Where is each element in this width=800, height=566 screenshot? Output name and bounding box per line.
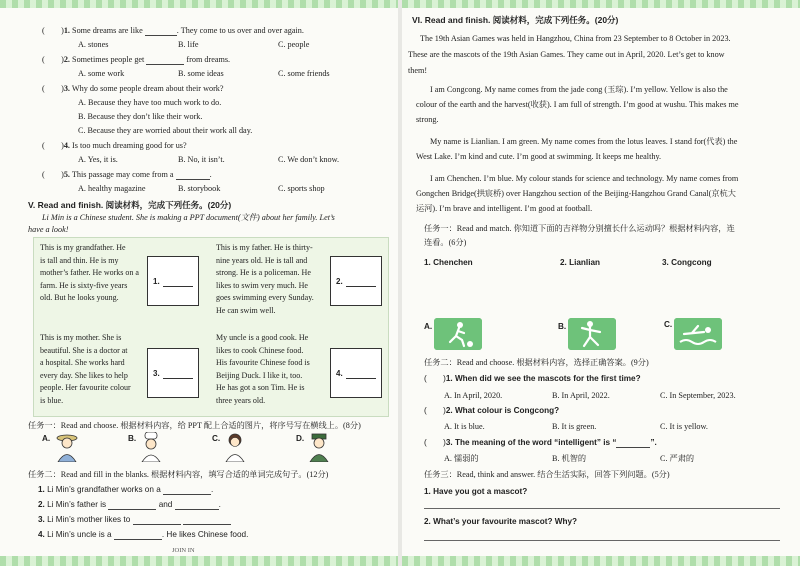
option-a[interactable]: A. In April, 2020. [444, 391, 503, 400]
option-c[interactable]: C. In September, 2023. [660, 391, 736, 400]
option-b[interactable]: B. storybook [178, 184, 221, 193]
swimming-icon[interactable] [674, 318, 722, 350]
question-1: ( )1. Some dreams are like . They come to us over and over again. [42, 26, 304, 35]
open-question-2: 2. What’s your favourite mascot? Why? [424, 517, 578, 526]
question-4: ( )4. Is too much dreaming good for us? [42, 141, 187, 150]
policeman-icon[interactable] [306, 432, 332, 462]
chenchen-paragraph: Gongchen Bridge(拱宸桥) over Hangzhou section of the Beijing-Hangzhou Grand Canal(京杭大 [416, 189, 736, 198]
page-footer: JOIN IN [172, 547, 195, 554]
answer-line-1[interactable] [424, 508, 780, 509]
section-5-intro: Li Min is a Chinese student. She is making a PPT document(文件) about her family. Let’s [42, 213, 335, 222]
answer-blank[interactable] [183, 516, 231, 525]
intro-line: The 19th Asian Games was held in Hangzhou, China from 23 September to 8 October in 2023. [420, 34, 731, 43]
top-border-decoration [402, 0, 800, 8]
open-question-1: 1. Have you got a mascot? [424, 487, 528, 496]
top-border-decoration [0, 0, 398, 8]
task-1-title: 任务一：Read and choose. 根据材料内容，给 PPT 配上合适的图片，将序号写在横线上。(8分) [28, 421, 361, 430]
mc-question-1: ( )1. When did we see the mascots for the first time? [424, 374, 641, 383]
picture-option-b-label: B. [128, 434, 137, 443]
sport-option-b-label: B. [558, 322, 567, 331]
lianlian-paragraph: West Lake. I’m kind and cute. I’m good at swimming. It keeps me healthy. [416, 152, 662, 161]
sport-option-a-label: A. [424, 322, 433, 331]
option-c[interactable]: C. It is yellow. [660, 422, 708, 431]
mascot-chenchen[interactable]: 1. Chenchen [424, 258, 473, 267]
sport-option-c-label: C. [664, 320, 673, 329]
option-c[interactable]: C. sports shop [278, 184, 325, 193]
option-b[interactable]: B. life [178, 40, 199, 49]
mc-question-2: ( )2. What colour is Congcong? [424, 406, 560, 415]
answer-line-2[interactable] [424, 540, 780, 541]
fill-item-4: 4. Li Min’s uncle is a . He likes Chinese food. [38, 530, 249, 539]
option-c[interactable]: C. some friends [278, 69, 330, 78]
intro-line: them! [408, 66, 428, 75]
answer-blank[interactable] [163, 486, 211, 495]
congcong-paragraph: strong. [416, 115, 439, 124]
option-a[interactable]: A. 懦弱的 [444, 454, 479, 463]
paragraph-uncle: My uncle is a good cook. He likes to cook Chinese food. His favourite Chinese food is Beijing Duck. I like it, too. He has got a son Tim. He is three years old. [216, 333, 310, 405]
chenchen-paragraph: I am Chenchen. I’m blue. My colour stands for science and technology. My name comes from [430, 174, 739, 183]
question-5: ( )5. This passage may come from a . [42, 170, 212, 179]
intro-line: These are the mascots of the 19th Asian Games. They came out in April, 2020. Let’s get to know [408, 50, 725, 59]
question-3: ( )3. Why do some people dream about their work? [42, 84, 224, 93]
picture-slot-4[interactable]: 4. [330, 348, 382, 398]
option-a[interactable]: A. some work [78, 69, 125, 78]
chenchen-paragraph: 运河). I’m brave and intelligent. I’m good at football. [416, 204, 593, 213]
wushu-icon[interactable] [568, 318, 616, 350]
football-icon[interactable] [434, 318, 482, 350]
farmer-icon[interactable] [54, 432, 80, 462]
mascot-congcong[interactable]: 3. Congcong [662, 258, 712, 267]
mascot-lianlian[interactable]: 2. Lianlian [560, 258, 601, 267]
task-1-title: 连看。(6分) [424, 238, 467, 247]
paragraph-mother: This is my mother. She is beautiful. She is a doctor at a hospital. She works hard every day. She likes to help people. Her favourite colour is blue. [40, 333, 131, 405]
congcong-paragraph: colour of the earth and the harvest(收获). I am full of strength. I’m good at wushu. This makes me [416, 100, 739, 109]
blank[interactable] [145, 27, 177, 36]
picture-slot-3[interactable]: 3. [147, 348, 199, 398]
lianlian-paragraph: My name is Lianlian. I am green. My name comes from the lotus leaves. I stand for(代表) the [430, 137, 738, 146]
picture-slot-2[interactable]: 2. [330, 256, 382, 306]
task-2-title: 任务二：Read and choose. 根据材料内容，选择正确答案。(9分) [424, 358, 649, 367]
option-a[interactable]: A. healthy magazine [78, 184, 146, 193]
doctor-icon[interactable] [222, 432, 248, 462]
right-page [402, 0, 800, 566]
answer-blank[interactable] [108, 501, 156, 510]
option-a[interactable]: A. Yes, it is. [78, 155, 118, 164]
option-b[interactable]: B. some ideas [178, 69, 224, 78]
section-5-title: V. Read and finish. 阅读材料，完成下列任务。(20分) [28, 200, 232, 210]
bottom-border-decoration [402, 556, 800, 566]
option-c[interactable]: C. We don’t know. [278, 155, 340, 164]
option-c[interactable]: C. Because they are worried about their work all day. [78, 126, 253, 135]
task-1-title: 任务一：Read and match. 你知道下面的吉祥物分别擅长什么运动吗？根据材料内容，连 [424, 224, 735, 233]
option-b[interactable]: B. Because they don’t like their work. [78, 112, 203, 121]
option-b[interactable]: B. It is green. [552, 422, 597, 431]
fill-item-3: 3. Li Min’s mother likes to [38, 515, 231, 525]
option-b[interactable]: B. No, it isn’t. [178, 155, 225, 164]
picture-option-d-label: D. [296, 434, 305, 443]
option-a[interactable]: A. stones [78, 40, 109, 49]
mc-question-3: ( )3. The meaning of the word “intelligent” is “ ”. [424, 438, 657, 447]
blank[interactable] [146, 56, 184, 65]
task-2-title: 任务二：Read and fill in the blanks. 根据材料内容，填写合适的单词完成句子。(12分) [28, 470, 329, 479]
cook-icon[interactable] [138, 432, 164, 462]
option-b[interactable]: B. In April, 2022. [552, 391, 610, 400]
question-2: ( )2. Sometimes people get from dreams. [42, 55, 231, 64]
picture-slot-1[interactable]: 1. [147, 256, 199, 306]
option-b[interactable]: B. 机智的 [552, 454, 587, 463]
option-a[interactable]: A. Because they have too much work to do. [78, 98, 222, 107]
task-3-title: 任务三：Read, think and answer. 结合生活实际，回答下列问题。(5分) [424, 470, 670, 479]
section-6-title: VI. Read and finish. 阅读材料，完成下列任务。(20分) [412, 15, 619, 25]
answer-blank[interactable] [133, 516, 181, 525]
answer-blank[interactable] [175, 501, 219, 510]
option-a[interactable]: A. It is blue. [444, 422, 485, 431]
option-c[interactable]: C. people [278, 40, 310, 49]
option-c[interactable]: C. 严肃的 [660, 454, 695, 463]
answer-blank[interactable] [114, 531, 162, 540]
bottom-border-left [0, 556, 398, 566]
paragraph-father: This is my father. He is thirty- nine years old. He is tall and strong. He is a policeman. He likes to swim very much. He goes swimming every Sunday. He can swim well. [216, 243, 314, 315]
fill-item-2: 2. Li Min’s father is and . [38, 500, 221, 509]
fill-item-1: 1. Li Min’s grandfather works on a . [38, 485, 214, 494]
section-5-intro-2: have a look! [28, 225, 69, 234]
paragraph-grandfather: This is my grandfather. He is tall and thin. He is my mother’s father. He works on a farm. He is sixty-five years old. But he looks young. [40, 243, 139, 302]
answer-blank[interactable] [616, 439, 650, 448]
congcong-paragraph: I am Congcong. My name comes from the jade cong (玉琮). I’m yellow. Yellow is also the [430, 85, 728, 94]
blank[interactable] [176, 171, 210, 180]
ppt-grid [33, 237, 389, 417]
picture-option-a-label: A. [42, 434, 51, 443]
picture-option-c-label: C. [212, 434, 221, 443]
